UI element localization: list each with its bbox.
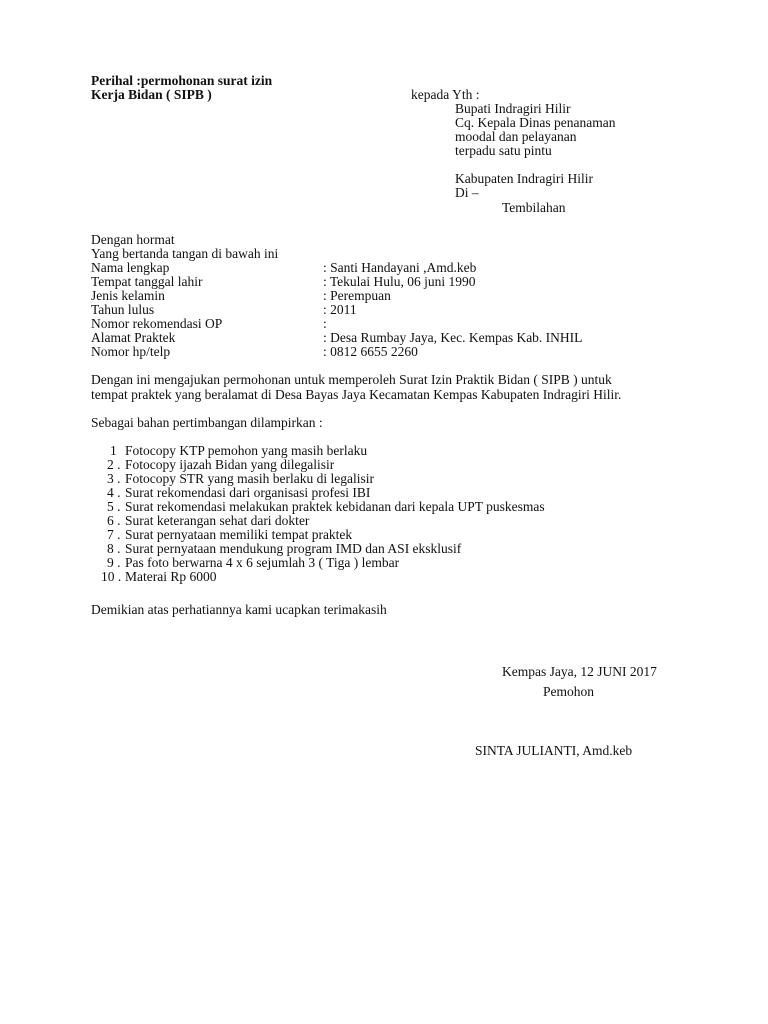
list-item: Materai Rp 6000 — [125, 569, 217, 584]
body-paragraph-line: tempat praktek yang beralamat di Desa Bayas Jaya Kecamatan Kempas Kabupaten Indragiri Hilir. — [91, 387, 622, 402]
list-item-number: 9 . — [107, 555, 121, 570]
recipient-line: terpadu satu pintu — [455, 143, 552, 158]
location-line: Di – — [455, 185, 479, 200]
list-item-number: 4 . — [107, 485, 121, 500]
attachments-intro: Sebagai bahan pertimbangan dilampirkan : — [91, 415, 323, 430]
place-date: Kempas Jaya, 12 JUNI 2017 — [502, 664, 657, 679]
greeting: Dengan hormat — [91, 232, 175, 247]
signer-name: SINTA JULIANTI, Amd.keb — [475, 743, 633, 758]
list-item-number: 1 — [110, 443, 117, 458]
identity-label: Tempat tanggal lahir — [91, 274, 203, 289]
location-line: Tembilahan — [502, 200, 566, 215]
recipient-line: Bupati Indragiri Hilir — [455, 101, 571, 116]
list-item: Surat keterangan sehat dari dokter — [125, 513, 310, 528]
list-item-number: 2 . — [107, 457, 121, 472]
subject-line-1: Perihal :permohonan surat izin — [91, 73, 273, 88]
list-item: Surat pernyataan memiliki tempat praktek — [125, 527, 353, 542]
list-item-number: 10 . — [101, 569, 122, 584]
identity-label: Nama lengkap — [91, 260, 170, 275]
location-line: Kabupaten Indragiri Hilir — [455, 171, 593, 186]
identity-value: : Perempuan — [323, 288, 391, 303]
list-item: Surat rekomendasi melakukan praktek kebidanan dari kepala UPT puskesmas — [125, 499, 545, 514]
identity-label: Tahun lulus — [91, 302, 155, 317]
list-item: Pas foto berwarna 4 x 6 sejumlah 3 ( Tiga ) lembar — [125, 555, 400, 570]
recipient-line: Cq. Kepala Dinas penanaman — [455, 115, 616, 130]
body-paragraph-line: Dengan ini mengajukan permohonan untuk memperoleh Surat Izin Praktik Bidan ( SIPB ) untuk — [91, 372, 612, 387]
list-item-number: 5 . — [107, 499, 121, 514]
list-item: Fotocopy STR yang masih berlaku di legalisir — [125, 471, 374, 486]
identity-value: : 2011 — [323, 302, 357, 317]
recipient-line: moodal dan pelayanan — [455, 129, 577, 144]
list-item: Surat rekomendasi dari organisasi profesi IBI — [125, 485, 371, 500]
identity-value: : Santi Handayani ,Amd.keb — [323, 260, 477, 275]
list-item-number: 7 . — [107, 527, 121, 542]
closing-text: Demikian atas perhatiannya kami ucapkan terimakasih — [91, 602, 387, 617]
list-item-number: 6 . — [107, 513, 121, 528]
identity-label: Alamat Praktek — [91, 330, 176, 345]
identity-label: Nomor hp/telp — [91, 344, 171, 359]
identity-value: : Desa Rumbay Jaya, Kec. Kempas Kab. INHIL — [323, 330, 583, 345]
identity-value: : 0812 6655 2260 — [323, 344, 418, 359]
signer-role: Pemohon — [543, 684, 595, 699]
subject-line-2: Kerja Bidan ( SIPB ) — [91, 87, 212, 102]
identity-value: : — [323, 316, 327, 331]
intro-text: Yang bertanda tangan di bawah ini — [91, 246, 279, 261]
identity-label: Nomor rekomendasi OP — [91, 316, 223, 331]
list-item-number: 8 . — [107, 541, 121, 556]
list-item-number: 3 . — [107, 471, 121, 486]
identity-value: : Tekulai Hulu, 06 juni 1990 — [323, 274, 476, 289]
list-item: Fotocopy KTP pemohon yang masih berlaku — [125, 443, 368, 458]
identity-label: Jenis kelamin — [91, 288, 165, 303]
to-label: kepada Yth : — [411, 87, 480, 102]
list-item: Fotocopy ijazah Bidan yang dilegalisir — [125, 457, 335, 472]
list-item: Surat pernyataan mendukung program IMD dan ASI eksklusif — [125, 541, 462, 556]
